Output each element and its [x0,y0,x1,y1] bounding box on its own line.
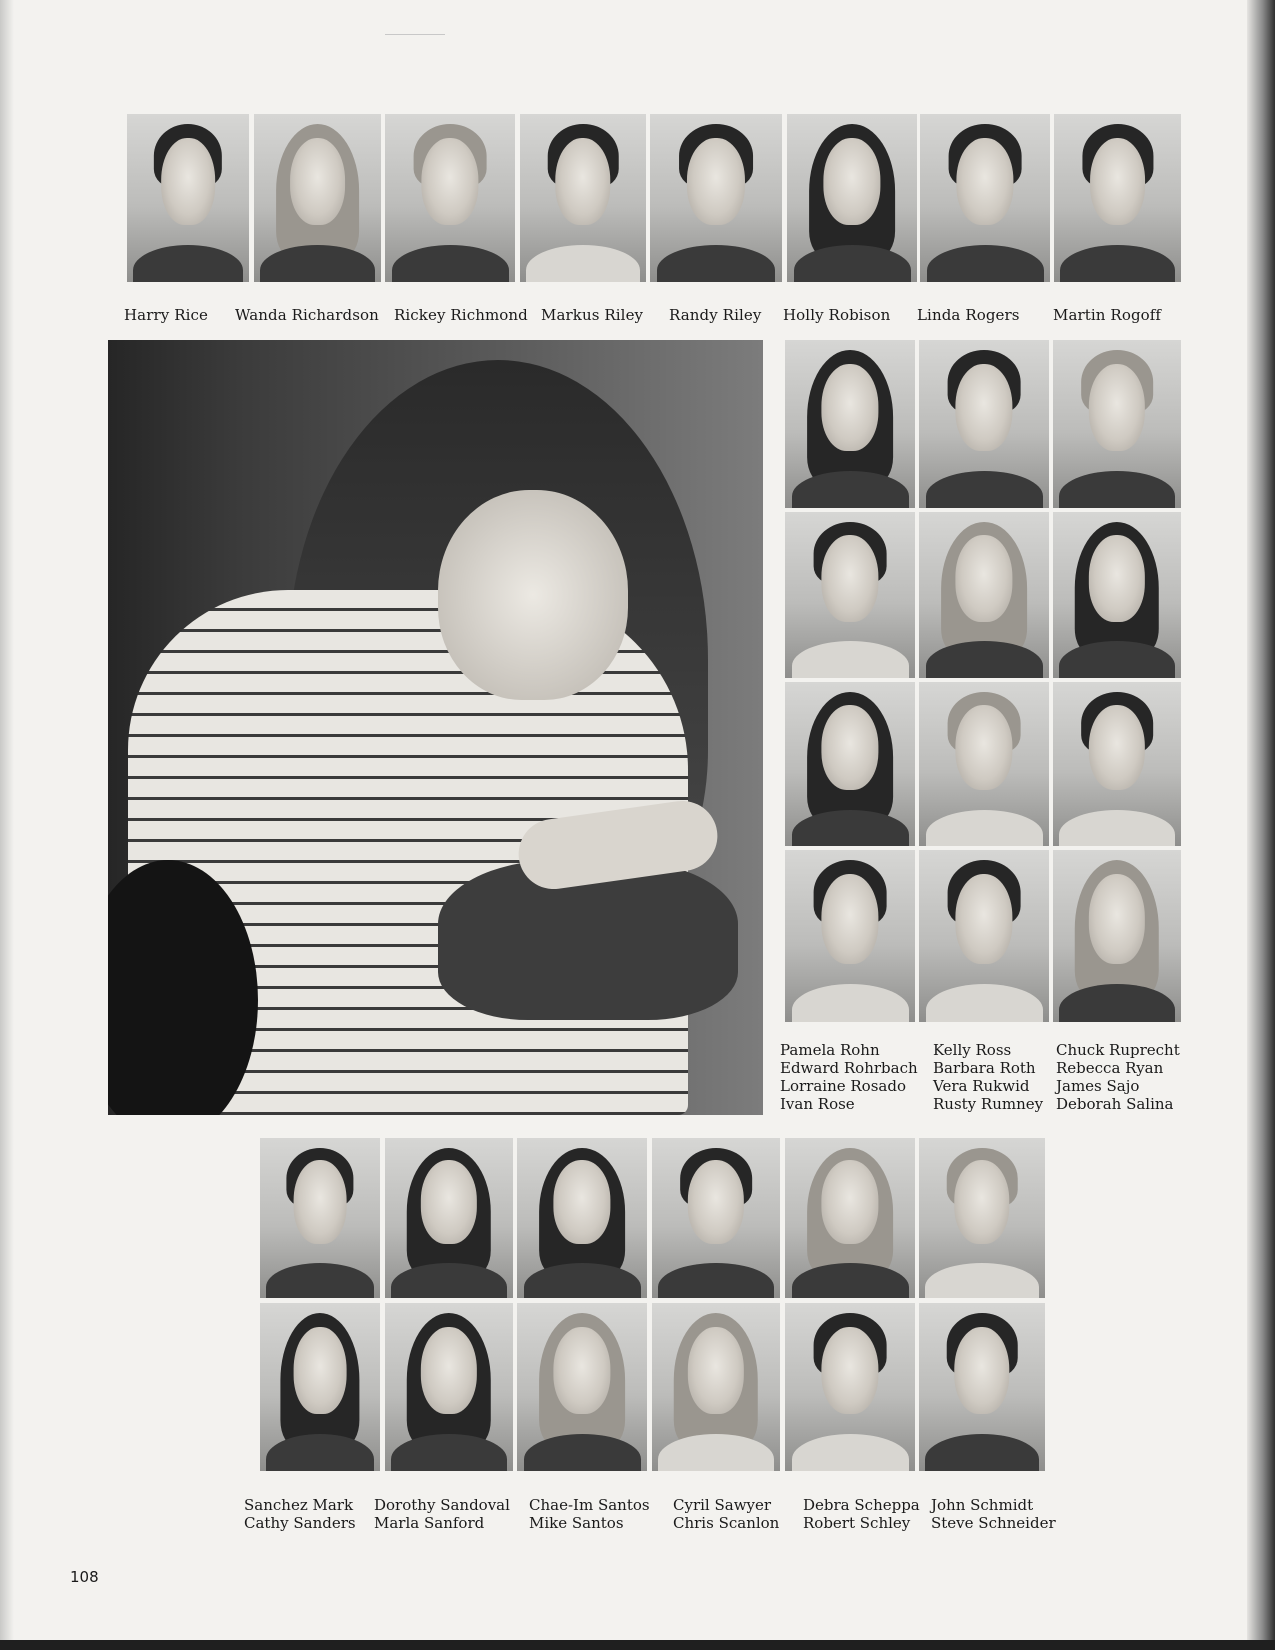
student-name: Rusty Rumney [933,1095,1044,1113]
student-name: Kelly Ross [933,1041,1012,1059]
portrait-photo [919,512,1049,678]
portrait-photo [260,1303,380,1471]
portrait-photo [385,1138,513,1298]
portrait-photo [919,850,1049,1022]
portrait-photo [520,114,646,282]
portrait-photo [517,1138,647,1298]
student-name: Barbara Roth [933,1059,1036,1077]
portrait-photo [650,114,782,282]
name-column [374,1496,510,1532]
student-name: Wanda Richardson [235,306,379,324]
portrait-photo [785,512,915,678]
student-name: Randy Riley [669,306,762,324]
student-name: Rebecca Ryan [1056,1059,1164,1077]
portrait-photo [1054,114,1181,282]
portrait-photo [385,1303,513,1471]
student-name: Chae-Im Santos [529,1496,650,1514]
name-column [803,1496,920,1532]
portrait-photo [785,1303,915,1471]
portrait-photo [254,114,381,282]
page-edge-left [0,0,14,1650]
student-name: Mike Santos [529,1514,624,1532]
page-bottom-edge [0,1640,1275,1650]
student-name: James Sajo [1056,1077,1140,1095]
student-name: Deborah Salina [1056,1095,1174,1113]
student-name: Chris Scanlon [673,1514,780,1532]
student-name: Chuck Ruprecht [1056,1041,1180,1059]
student-name: John Schmidt [931,1496,1034,1514]
student-name: Dorothy Sandoval [374,1496,510,1514]
portrait-photo [652,1138,780,1298]
name-column [1056,1041,1180,1113]
name-column [931,1496,1056,1532]
student-name: Marla Sanford [374,1514,485,1532]
portrait-photo [919,682,1049,846]
portrait-photo [517,1303,647,1471]
student-name: Sanchez Mark [244,1496,354,1514]
name-column [780,1041,918,1113]
portrait-photo [127,114,249,282]
candid-photo-pottery-student [108,340,763,1115]
portrait-photo [785,682,915,846]
portrait-photo [1053,512,1181,678]
portrait-photo [787,114,917,282]
page-mark [385,34,445,35]
student-name: Cyril Sawyer [673,1496,772,1514]
name-column [933,1041,1043,1113]
student-name: Harry Rice [124,306,208,324]
student-name: Steve Schneider [931,1514,1056,1532]
portrait-photo [652,1303,780,1471]
student-name: Martin Rogoff [1053,306,1162,324]
top-row-captions [0,306,1275,326]
student-name: Robert Schley [803,1514,911,1532]
name-column [244,1496,356,1532]
student-name: Debra Scheppa [803,1496,920,1514]
portrait-photo [785,1138,915,1298]
name-column [673,1496,779,1532]
student-name: Markus Riley [541,306,644,324]
name-column [529,1496,650,1532]
portrait-photo [919,340,1049,508]
portrait-photo [785,340,915,508]
student-name: Pamela Rohn [780,1041,880,1059]
portrait-photo [1053,850,1181,1022]
portrait-photo [1053,340,1181,508]
page-gutter-shadow [1247,0,1275,1650]
portrait-photo [919,1138,1045,1298]
student-name: Holly Robison [783,306,891,324]
page-number: 108 [70,1568,99,1586]
student-name: Ivan Rose [780,1095,855,1113]
student-name: Cathy Sanders [244,1514,356,1532]
student-name: Edward Rohrbach [780,1059,918,1077]
portrait-photo [260,1138,380,1298]
student-name: Rickey Richmond [394,306,528,324]
portrait-photo [919,1303,1045,1471]
student-name: Vera Rukwid [933,1077,1030,1095]
student-name: Linda Rogers [917,306,1020,324]
portrait-photo [385,114,515,282]
portrait-photo [1053,682,1181,846]
student-name: Lorraine Rosado [780,1077,906,1095]
portrait-photo [785,850,915,1022]
portrait-photo [920,114,1050,282]
